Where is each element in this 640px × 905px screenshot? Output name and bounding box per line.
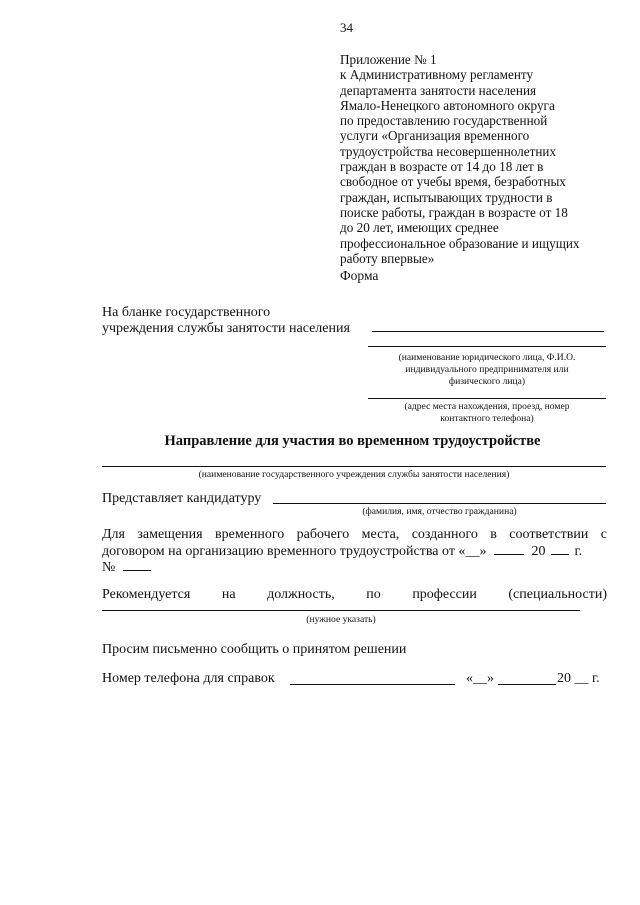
contract-month-field[interactable] xyxy=(494,554,524,555)
caption-line: физического лица) xyxy=(448,376,526,387)
recommend-word: на xyxy=(221,587,236,602)
replacement-line-1: Для замещения временного рабочего места, созданного в соответствии с xyxy=(102,527,607,542)
appendix-line: до 20 лет, имеющих среднее xyxy=(340,220,499,236)
candidate-caption: (фамилия, имя, отчество гражданина) xyxy=(362,506,517,517)
caption-line: (адрес места нахождения, проезд, номер xyxy=(404,401,570,412)
appendix-line: Приложение № 1 xyxy=(340,52,437,67)
recommend-word: профессии xyxy=(412,587,477,602)
contract-number-label: № xyxy=(102,560,116,575)
appendix-line: услуги «Организация временного xyxy=(340,128,530,144)
phone-field[interactable] xyxy=(290,684,455,685)
legal-name-field-line-2[interactable] xyxy=(368,346,606,347)
phone-date-month-field[interactable] xyxy=(498,684,556,685)
recommend-word: (специальности) xyxy=(508,587,607,602)
appendix-line: работу впервые» xyxy=(340,250,435,266)
legal-name-caption xyxy=(368,352,606,388)
contract-date-text: договором на организацию временного трудоустройства от «__» xyxy=(102,544,487,559)
request-text: Просим письменно сообщить о принятом решении xyxy=(102,642,407,657)
appendix-line: профессиональное образование и ищущих xyxy=(340,235,580,251)
contract-year-prefix: 20 xyxy=(531,544,546,559)
appendix-line: департамента занятости населения xyxy=(340,82,537,98)
letterhead-label xyxy=(102,305,350,337)
appendix-line: граждан в возрасте от 14 до 18 лет в xyxy=(340,159,544,175)
recommend-word: должность, xyxy=(267,587,335,602)
appendix-line: к Административному регламенту xyxy=(340,67,534,83)
caption-line: (наименование юридического лица, Ф.И.О. xyxy=(398,352,576,363)
form-label: Форма xyxy=(340,268,379,283)
contract-year-field[interactable] xyxy=(551,554,569,555)
document-title: Направление для участия во временном трудоустройстве xyxy=(164,433,541,449)
letterhead-line-2: учреждения службы занятости населения xyxy=(102,321,350,336)
institution-caption: (наименование государственного учреждения службы занятости населения) xyxy=(198,469,510,480)
appendix-line: трудоустройства несовершеннолетних xyxy=(340,143,557,159)
address-caption xyxy=(368,401,606,425)
appendix-line: граждан, испытывающих трудности в xyxy=(340,189,553,205)
candidate-label: Представляет кандидатуру xyxy=(102,491,262,506)
position-field-line[interactable] xyxy=(102,610,580,611)
address-field-line[interactable] xyxy=(368,398,606,399)
letterhead-line-1: На бланке государственного xyxy=(102,305,271,320)
caption-line: индивидуального предпринимателя или xyxy=(405,364,569,375)
caption-line: контактного телефона) xyxy=(440,413,534,424)
legal-name-field-line[interactable] xyxy=(372,331,604,332)
appendix-block xyxy=(340,52,625,266)
position-caption: (нужное указать) xyxy=(306,614,376,625)
phone-date-quote: «__» xyxy=(466,671,494,686)
recommend-line xyxy=(102,587,607,603)
appendix-line: свободное от учебы время, безработных xyxy=(340,174,566,190)
page-number: 34 xyxy=(340,20,353,35)
appendix-line: по предоставлению государственной xyxy=(340,113,548,129)
contract-number-field[interactable] xyxy=(123,570,151,571)
phone-label: Номер телефона для справок xyxy=(102,671,275,686)
candidate-name-field[interactable] xyxy=(273,503,606,504)
appendix-line: поиске работы, граждан в возрасте от 18 xyxy=(340,204,568,220)
phone-date-year: 20 __ г. xyxy=(557,671,600,686)
recommend-word: Рекомендуется xyxy=(102,587,191,602)
institution-field-line[interactable] xyxy=(102,466,606,467)
replacement-line-3 xyxy=(102,560,607,576)
recommend-word: по xyxy=(366,587,381,602)
replacement-line-2 xyxy=(102,544,607,560)
contract-year-suffix: г. xyxy=(574,544,583,559)
appendix-line: Ямало-Ненецкого автономного округа xyxy=(340,97,555,113)
